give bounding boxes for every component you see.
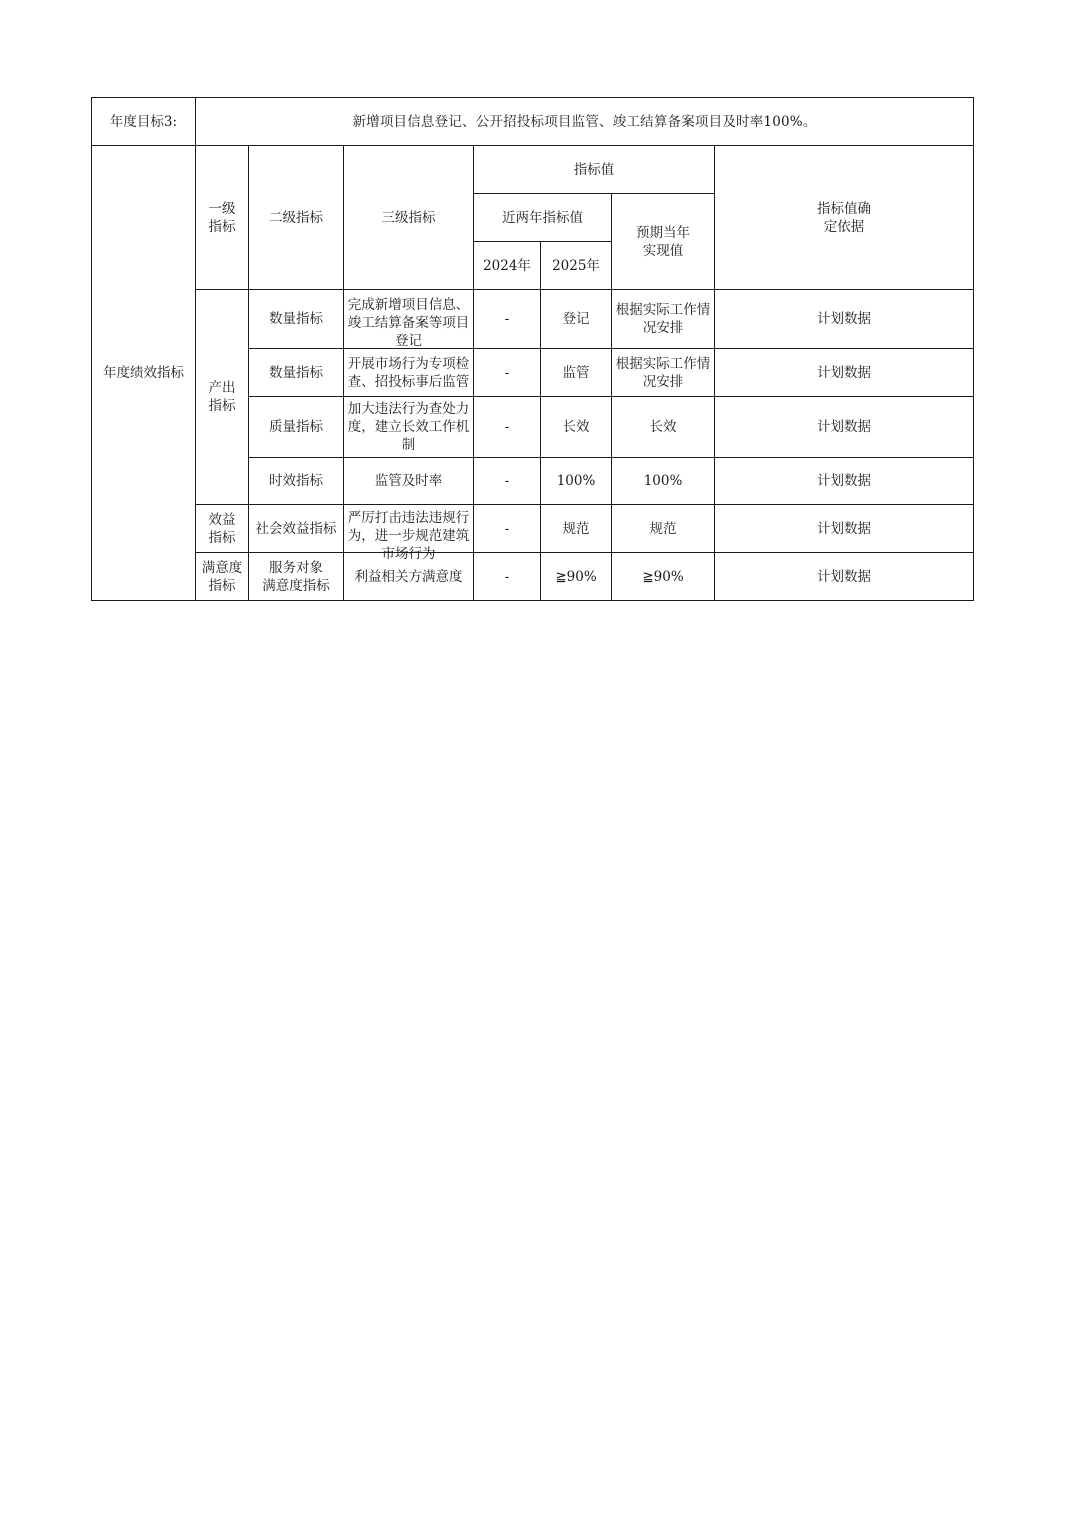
value-2025-cell: 100% [541,458,612,505]
header-row-1 [92,146,974,194]
basis-cell: 计划数据 [715,290,974,349]
level2-cell: 数量指标 [249,290,344,349]
section-label: 年度绩效指标 [92,146,196,601]
header-recent-two-years: 近两年指标值 [474,194,612,242]
level3-cell: 监管及时率 [344,458,474,505]
header-level1: 一级 指标 [196,146,249,290]
annual-goal-text: 新增项目信息登记、公开招投标项目监管、竣工结算备案项目及时率100%。 [196,98,974,146]
header-level3: 三级指标 [344,146,474,290]
value-2024-cell: - [474,349,541,397]
expected-cell: 规范 [612,505,715,553]
level3-cell [344,397,474,458]
group-output: 产出 指标 [196,290,249,505]
value-2024-cell: - [474,397,541,458]
level2-cell: 时效指标 [249,458,344,505]
level3-cell [344,290,474,349]
expected-cell: 100% [612,458,715,505]
level3-text: 加大违法行为查处力度，建立长效工作机制 [347,401,470,453]
value-2025-cell: ≧90% [541,553,612,601]
value-2024-cell: - [474,458,541,505]
basis-cell: 计划数据 [715,505,974,553]
value-2025-cell: 长效 [541,397,612,458]
value-2024-cell: - [474,290,541,349]
table-row [92,505,974,553]
basis-cell: 计划数据 [715,397,974,458]
header-indicator-value: 指标值 [474,146,715,194]
header-basis: 指标值确 定依据 [715,146,974,290]
header-year-2025: 2025年 [541,242,612,290]
value-2024-cell: - [474,505,541,553]
header-year-2024: 2024年 [474,242,541,290]
basis-cell: 计划数据 [715,349,974,397]
value-2025-cell: 登记 [541,290,612,349]
group-benefit: 效益 指标 [196,505,249,553]
header-expected: 预期当年 实现值 [612,194,715,290]
annual-goal-row [92,98,974,146]
level3-text: 完成新增项目信息、竣工结算备案等项目登记 [347,297,470,349]
expected-cell: ≧90% [612,553,715,601]
level2-cell: 数量指标 [249,349,344,397]
basis-cell: 计划数据 [715,458,974,505]
header-level2: 二级指标 [249,146,344,290]
table-row [92,290,974,349]
expected-text: 根据实际工作情况安排 [615,302,711,336]
level3-cell: 利益相关方满意度 [344,553,474,601]
expected-cell [612,290,715,349]
level3-text: 开展市场行为专项检查、招投标事后监管 [347,355,470,390]
expected-text: 根据实际工作情况安排 [615,355,711,390]
level2-cell: 质量指标 [249,397,344,458]
table-row [92,553,974,601]
level3-cell [344,505,474,562]
value-2025-cell: 规范 [541,505,612,553]
value-2024-cell: - [474,553,541,601]
expected-cell [612,349,715,397]
basis-cell: 计划数据 [715,553,974,601]
performance-target-table [91,97,974,601]
level3-text: 严厉打击违法违规行为，进一步规范建筑市场行为 [347,509,470,562]
value-2025-cell: 监管 [541,349,612,397]
level2-cell: 社会效益指标 [249,505,344,553]
expected-cell: 长效 [612,397,715,458]
group-satisfaction: 满意度 指标 [196,553,249,601]
level2-cell: 服务对象 满意度指标 [249,553,344,601]
annual-goal-label: 年度目标3: [92,98,196,146]
level3-cell [344,349,474,397]
